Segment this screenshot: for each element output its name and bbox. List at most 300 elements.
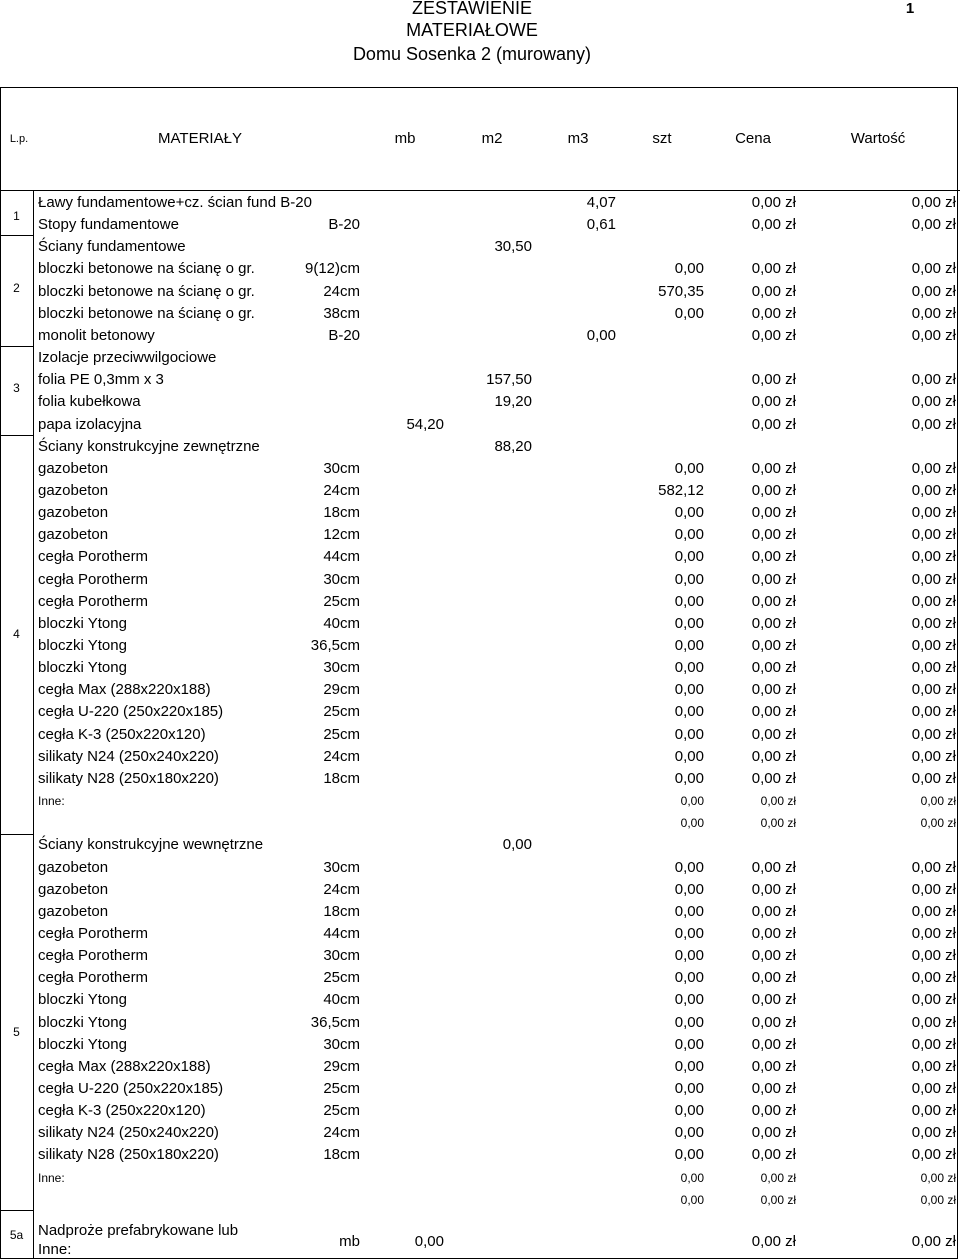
cell-cena: 0,00 zł [751, 725, 796, 743]
cell-szt: 0,00 [674, 703, 704, 721]
cell-name: bloczki betonowe na ścianę o gr. [38, 282, 255, 300]
cell-dim: mb [339, 1232, 360, 1250]
cell-cena: 0,00 zł [760, 1170, 796, 1185]
cell-m2 [440, 524, 532, 546]
cell-mb [340, 989, 444, 1011]
cell-m2 [440, 812, 532, 834]
cell-wartosc: 0,00 zł [911, 282, 956, 300]
cell-szt: 0,00 [674, 1102, 704, 1120]
cell-szt [610, 391, 704, 413]
cell-cena: 0,00 zł [751, 216, 796, 234]
cell-szt: 0,00 [674, 459, 704, 477]
cell-m2 [440, 192, 532, 214]
cell-m3 [520, 414, 616, 436]
cell-mb [340, 258, 444, 280]
cell-cena: 0,00 zł [751, 703, 796, 721]
table-row [0, 236, 960, 258]
cell-m3 [520, 369, 616, 391]
table-row [0, 1211, 960, 1258]
cell-cena: 0,00 zł [751, 637, 796, 654]
cell-wartosc: 0,00 zł [911, 481, 956, 499]
cell-name: bloczki Ytong [38, 637, 127, 654]
cell-m3 [520, 569, 616, 591]
cell-wartosc [800, 834, 956, 856]
table-row [0, 613, 960, 635]
cell-wartosc: 0,00 zł [911, 371, 956, 389]
cell-mb [340, 945, 444, 967]
cell-m2 [440, 303, 532, 325]
column-header-m3: m3 [567, 130, 589, 147]
cell-cena: 0,00 zł [751, 1080, 796, 1097]
cell-dim: 18cm [323, 504, 360, 522]
table-row [0, 436, 960, 458]
cell-cena: 0,00 zł [760, 816, 796, 831]
cell-m2 [440, 1100, 532, 1122]
cell-m3 [520, 480, 616, 502]
cell-name: bloczki Ytong [38, 614, 127, 632]
cell-wartosc: 0,00 zł [911, 725, 956, 743]
cell-name: cegła Porotherm [38, 548, 149, 566]
cell-cena: 0,00 zł [751, 371, 796, 389]
cell-m2 [440, 569, 532, 591]
column-header-wartosc: Wartość [850, 130, 906, 147]
cell-dim: B-20 [328, 326, 360, 344]
cell-dim: 30cm [323, 858, 360, 876]
cell-dim: B-20 [328, 216, 360, 234]
cell-szt: 0,00 [674, 969, 704, 987]
cell-cena: 0,00 zł [751, 393, 796, 411]
cell-dim: 24cm [323, 880, 360, 898]
cell-m2 [440, 879, 532, 901]
cell-cena: 0,00 zł [751, 1124, 796, 1142]
cell-cena: 0,00 zł [751, 570, 796, 588]
cell-wartosc: 0,00 zł [920, 794, 956, 809]
cell-m3 [520, 258, 616, 280]
table-row [0, 1100, 960, 1122]
column-header-mb: mb [394, 130, 416, 147]
cell-mb [340, 347, 444, 369]
cell-szt [610, 369, 704, 391]
cell-cena [700, 347, 796, 369]
cell-dim: 25cm [323, 1080, 360, 1097]
cell-szt: 0,00 [674, 1080, 704, 1097]
cell-name: cegła Porotherm [38, 947, 149, 965]
table-row [0, 591, 960, 613]
cell-dim: 18cm [323, 1146, 360, 1164]
cell-szt: 0,00 [674, 1124, 704, 1142]
cell-wartosc: 0,00 zł [911, 459, 956, 477]
cell-name: Izolacje przeciwwilgociowe [38, 349, 217, 367]
table-row [0, 746, 960, 768]
cell-mb [340, 458, 444, 480]
cell-name: bloczki betonowe na ścianę o gr. [38, 260, 255, 278]
cell-m2 [440, 591, 532, 613]
title-line-1: ZESTAWIENIE [411, 0, 532, 18]
group-number: 2 [13, 281, 20, 295]
cell-wartosc: 0,00 zł [920, 816, 956, 831]
table-row [0, 1167, 960, 1189]
cell-m3 [520, 790, 616, 812]
cell-m3 [520, 923, 616, 945]
cell-cena: 0,00 zł [751, 681, 796, 699]
cell-wartosc: 0,00 zł [911, 659, 956, 677]
cell-cena: 0,00 zł [751, 481, 796, 499]
cell-mb [340, 192, 444, 214]
cell-wartosc: 0,00 zł [911, 902, 956, 920]
cell-cena: 0,00 zł [760, 1192, 796, 1207]
cell-name: gazobeton [38, 526, 109, 544]
cell-mb [340, 746, 444, 768]
cell-name: Ściany fundamentowe [38, 238, 186, 256]
cell-m3 [520, 879, 616, 901]
cell-name: silikaty N28 (250x180x220) [38, 1146, 219, 1164]
cell-dim: 38cm [323, 304, 360, 322]
cell-mb [340, 967, 444, 989]
cell-m2 [440, 325, 532, 347]
cell-cena: 0,00 zł [751, 260, 796, 278]
cell-name: papa izolacyjna [38, 415, 142, 433]
cell-szt: 0,00 [680, 1192, 704, 1207]
cell-m2 [440, 635, 532, 657]
cell-szt [610, 1231, 704, 1253]
table-row [0, 569, 960, 591]
cell-wartosc: 0,00 zł [911, 947, 956, 965]
cell-m2 [440, 1056, 532, 1078]
cell-mb [340, 790, 444, 812]
cell-name: Inne: [38, 1170, 65, 1185]
cell-dim: 25cm [323, 725, 360, 743]
cell-cena: 0,00 zł [751, 548, 796, 566]
table-row [0, 1034, 960, 1056]
column-header-lp: L.p. [9, 133, 29, 145]
cell-cena: 0,00 zł [751, 1013, 796, 1031]
cell-dim: 24cm [323, 1124, 360, 1142]
cell-cena [700, 436, 796, 458]
cell-dim: 40cm [323, 991, 360, 1009]
table-row [0, 679, 960, 701]
table-row [0, 1056, 960, 1078]
cell-szt [610, 214, 704, 236]
cell-cena: 0,00 zł [751, 769, 796, 787]
cell-dim: 40cm [323, 614, 360, 632]
table-row [0, 1012, 960, 1034]
cell-m3 [520, 945, 616, 967]
cell-szt [610, 236, 704, 258]
cell-szt: 0,00 [674, 637, 704, 654]
cell-szt: 0,00 [674, 947, 704, 965]
cell-szt [610, 436, 704, 458]
cell-m2 [440, 480, 532, 502]
cell-m3 [520, 768, 616, 790]
cell-wartosc: 0,00 zł [911, 969, 956, 987]
cell-mb [340, 923, 444, 945]
cell-mb [340, 569, 444, 591]
cell-name: Ściany konstrukcyjne zewnętrzne [38, 437, 260, 455]
cell-name: bloczki Ytong [38, 991, 127, 1009]
cell-dim: 44cm [323, 924, 360, 942]
table-row [0, 524, 960, 546]
cell-m3 [520, 967, 616, 989]
cell-m3 [520, 524, 616, 546]
cell-wartosc: 0,00 zł [911, 1080, 956, 1097]
cell-m2 [440, 1167, 532, 1189]
cell-name: gazobeton [38, 504, 109, 522]
group-number: 1 [13, 209, 20, 223]
cell-m2 [440, 502, 532, 524]
table-row [0, 790, 960, 812]
cell-mb [340, 701, 444, 723]
cell-cena: 0,00 zł [751, 1057, 796, 1075]
cell-wartosc: 0,00 zł [911, 216, 956, 234]
cell-mb [340, 281, 444, 303]
cell-cena: 0,00 zł [751, 1102, 796, 1120]
cell-dim: 36,5cm [310, 1013, 360, 1031]
cell-dim: 29cm [323, 681, 360, 699]
cell-wartosc: 0,00 zł [911, 1146, 956, 1164]
cell-name: cegła Porotherm [38, 592, 149, 610]
table-row [0, 923, 960, 945]
cell-szt: 0,00 [674, 304, 704, 322]
cell-szt: 0,00 [674, 1013, 704, 1031]
cell-mb [340, 724, 444, 746]
cell-m2: 0,00 [502, 836, 532, 854]
cell-dim: 25cm [323, 1102, 360, 1120]
cell-name: Stopy fundamentowe [38, 216, 179, 234]
cell-wartosc: 0,00 zł [911, 681, 956, 699]
cell-m2 [440, 901, 532, 923]
cell-m3 [520, 635, 616, 657]
cell-mb [340, 369, 444, 391]
table-row [0, 657, 960, 679]
cell-cena: 0,00 zł [751, 526, 796, 544]
cell-mb [340, 768, 444, 790]
column-header-cena: Cena [735, 130, 771, 147]
cell-name: cegła K-3 (250x220x120) [38, 725, 206, 743]
cell-name: silikaty N28 (250x180x220) [38, 769, 219, 787]
cell-cena: 0,00 zł [751, 659, 796, 677]
cell-m3 [520, 591, 616, 613]
cell-mb [340, 1167, 444, 1189]
cell-m2 [440, 989, 532, 1011]
table-row [0, 1122, 960, 1144]
cell-cena: 0,00 zł [751, 969, 796, 987]
cell-szt: 0,00 [674, 725, 704, 743]
cell-cena [700, 236, 796, 258]
cell-m3 [520, 1231, 616, 1253]
cell-mb [340, 1100, 444, 1122]
cell-m3 [520, 1144, 616, 1166]
cell-mb [340, 303, 444, 325]
cell-cena: 0,00 zł [751, 747, 796, 765]
cell-wartosc: 0,00 zł [911, 747, 956, 765]
cell-mb [340, 679, 444, 701]
cell-dim: 18cm [323, 769, 360, 787]
cell-cena: 0,00 zł [751, 459, 796, 477]
table-row [0, 546, 960, 568]
cell-m3 [520, 458, 616, 480]
table-row [0, 1189, 960, 1211]
cell-name: cegła Max (288x220x188) [38, 1057, 211, 1075]
table-row [0, 214, 960, 236]
cell-m3 [520, 724, 616, 746]
table-row [0, 901, 960, 923]
cell-mb [340, 480, 444, 502]
cell-mb [340, 1122, 444, 1144]
cell-m2 [440, 923, 532, 945]
cell-m2 [440, 657, 532, 679]
cell-m2: 30,50 [494, 238, 532, 256]
cell-m2 [440, 414, 532, 436]
cell-name: cegła Porotherm [38, 924, 149, 942]
cell-m2 [440, 214, 532, 236]
cell-cena: 0,00 zł [751, 1035, 796, 1053]
cell-szt: 0,00 [680, 816, 704, 831]
cell-m2 [440, 347, 532, 369]
table-row [0, 879, 960, 901]
cell-m2 [440, 1078, 532, 1100]
table-row [0, 458, 960, 480]
cell-m3 [520, 1056, 616, 1078]
table-row [0, 989, 960, 1011]
cell-m3 [520, 1078, 616, 1100]
cell-cena: 0,00 zł [751, 194, 796, 211]
title-line-3: Domu Sosenka 2 (murowany) [352, 44, 592, 64]
cell-cena: 0,00 zł [751, 902, 796, 920]
cell-m2 [440, 1144, 532, 1166]
cell-szt: 0,00 [674, 659, 704, 677]
cell-name: bloczki betonowe na ścianę o gr. [38, 304, 255, 322]
cell-szt: 0,00 [674, 526, 704, 544]
cell-name: folia kubełkowa [38, 393, 141, 411]
cell-cena: 0,00 zł [751, 614, 796, 632]
cell-szt [610, 347, 704, 369]
cell-wartosc: 0,00 zł [911, 194, 956, 211]
cell-m2 [440, 945, 532, 967]
cell-cena: 0,00 zł [751, 415, 796, 433]
cell-m3 [520, 812, 616, 834]
cell-name: folia PE 0,3mm x 3 [38, 371, 164, 389]
table-row [0, 347, 960, 369]
cell-name: cegła Porotherm [38, 570, 149, 588]
table-row [0, 635, 960, 657]
cell-m3 [520, 502, 616, 524]
cell-szt: 0,00 [674, 260, 704, 278]
cell-dim: 25cm [323, 592, 360, 610]
table-row [0, 325, 960, 347]
cell-m2 [440, 258, 532, 280]
table-row [0, 414, 960, 436]
cell-szt: 0,00 [674, 614, 704, 632]
title-line-2: MATERIAŁOWE [406, 20, 538, 40]
cell-dim: 24cm [323, 747, 360, 765]
table-row [0, 480, 960, 502]
cell-m3 [520, 436, 616, 458]
cell-mb [340, 325, 444, 347]
cell-dim: 30cm [323, 570, 360, 588]
cell-szt: 570,35 [658, 282, 704, 300]
cell-m3 [520, 989, 616, 1011]
cell-m3 [520, 236, 616, 258]
cell-m3 [520, 746, 616, 768]
cell-szt: 582,12 [658, 481, 704, 499]
cell-wartosc: 0,00 zł [920, 1192, 956, 1207]
cell-m2 [440, 1189, 532, 1211]
cell-wartosc: 0,00 zł [911, 1057, 956, 1075]
cell-m3 [520, 857, 616, 879]
cell-name: gazobeton [38, 880, 109, 898]
header-divider [0, 190, 960, 191]
cell-cena: 0,00 zł [751, 1146, 796, 1164]
cell-wartosc: 0,00 zł [911, 858, 956, 876]
cell-szt [610, 192, 704, 214]
cell-m2 [440, 546, 532, 568]
group-number: 3 [13, 381, 20, 395]
cell-mb [340, 1012, 444, 1034]
cell-m2: 157,50 [486, 371, 532, 389]
cell-m3 [520, 1012, 616, 1034]
cell-name: monolit betonowy [38, 326, 155, 344]
cell-m3 [520, 303, 616, 325]
cell-szt: 0,00 [674, 858, 704, 876]
cell-wartosc: 0,00 zł [911, 548, 956, 566]
cell-mb [340, 635, 444, 657]
cell-mb [340, 879, 444, 901]
cell-mb [340, 1078, 444, 1100]
cell-m3 [520, 1034, 616, 1056]
cell-m2 [440, 458, 532, 480]
cell-wartosc: 0,00 zł [911, 1232, 956, 1250]
cell-wartosc [800, 347, 956, 369]
cell-szt [610, 325, 704, 347]
table-row [0, 192, 960, 214]
cell-mb [340, 901, 444, 923]
cell-cena: 0,00 zł [751, 858, 796, 876]
cell-material-line: Inne: [38, 1240, 72, 1258]
table-row [0, 724, 960, 746]
table-row [0, 812, 960, 834]
cell-wartosc: 0,00 zł [911, 1013, 956, 1031]
cell-szt: 0,00 [674, 548, 704, 566]
cell-cena: 0,00 zł [751, 504, 796, 522]
cell-cena: 0,00 zł [751, 1232, 796, 1250]
cell-m2 [440, 967, 532, 989]
cell-dim: 36,5cm [310, 637, 360, 654]
cell-szt: 0,00 [674, 570, 704, 588]
cell-m2 [440, 281, 532, 303]
cell-dim: 24cm [323, 282, 360, 300]
cell-wartosc [800, 436, 956, 458]
cell-dim: 30cm [323, 947, 360, 965]
cell-dim: 24cm [323, 481, 360, 499]
cell-cena: 0,00 zł [751, 592, 796, 610]
cell-mb [340, 1189, 444, 1211]
cell-cena: 0,00 zł [751, 991, 796, 1009]
cell-szt: 0,00 [674, 1146, 704, 1164]
cell-cena: 0,00 zł [751, 947, 796, 965]
table-row [0, 1144, 960, 1166]
cell-dim: 30cm [323, 1035, 360, 1053]
cell-m2 [440, 1034, 532, 1056]
cell-szt [610, 834, 704, 856]
cell-szt: 0,00 [674, 880, 704, 898]
cell-m3 [520, 1189, 616, 1211]
cell-cena: 0,00 zł [751, 924, 796, 942]
cell-wartosc: 0,00 zł [911, 614, 956, 632]
cell-name: bloczki Ytong [38, 1035, 127, 1053]
cell-m2 [440, 768, 532, 790]
cell-name: cegła Max (288x220x188) [38, 681, 211, 699]
table-row [0, 834, 960, 856]
